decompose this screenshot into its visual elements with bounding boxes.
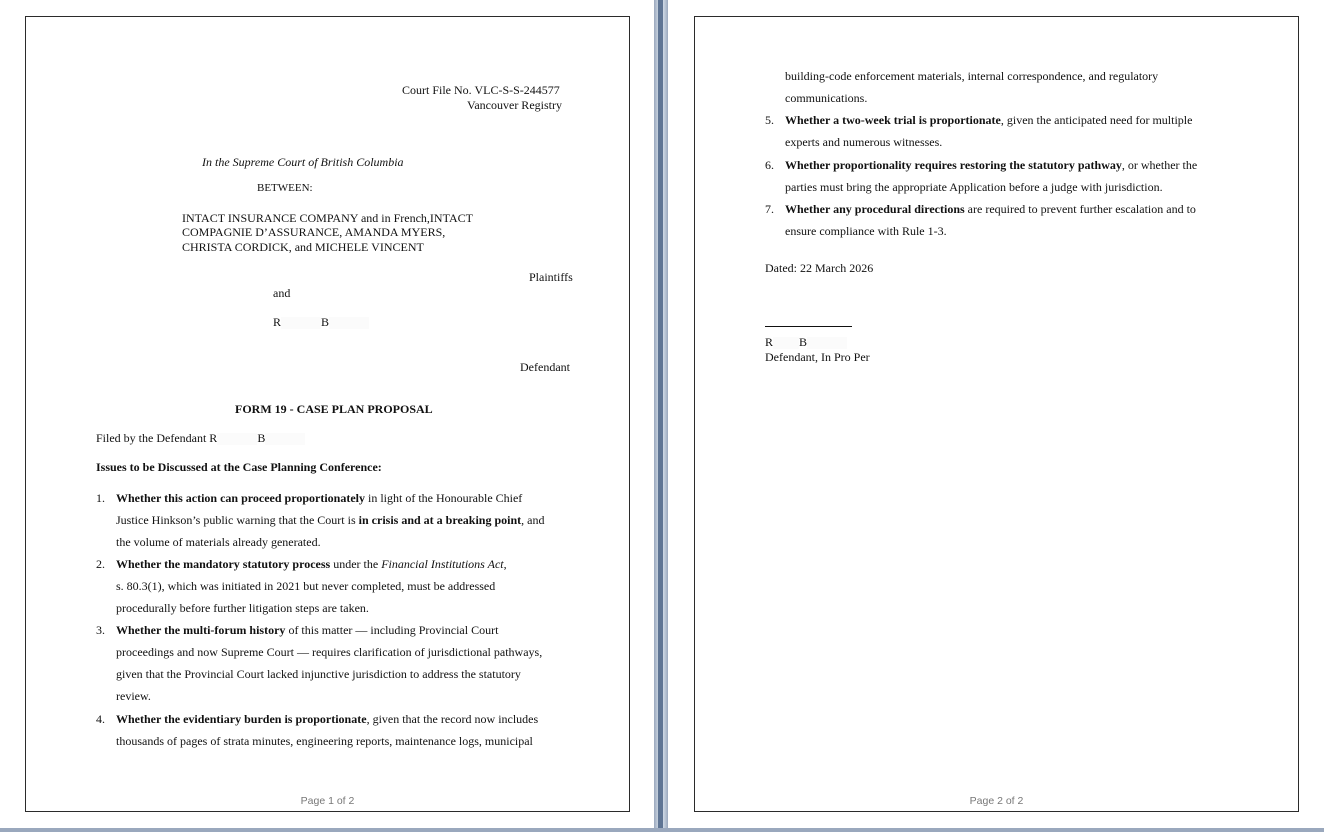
item-text: in light of the Honourable Chief [365, 491, 523, 505]
item-text: building-code enforcement materials, internal correspondence, and regulatory [785, 69, 1159, 83]
plaintiffs-line-3: CHRISTA CORDICK, and MICHELE VINCENT [182, 240, 424, 254]
item-bold-lead: Whether the multi-forum history [116, 623, 286, 637]
page-footer: Page 1 of 2 [300, 795, 355, 807]
item-body [785, 154, 1250, 198]
item-text: experts and numerous witnesses. [785, 135, 943, 149]
item-number: 3. [96, 623, 105, 637]
plaintiffs-line-1: INTACT INSURANCE COMPANY and in French,INTACT [182, 211, 473, 225]
item-number: 5. [765, 113, 774, 127]
court-file-number: Court File No. VLC-S-S-244577 [402, 83, 560, 97]
dated-line: Dated: 22 March 2026 [765, 261, 874, 275]
redaction-mark [773, 337, 799, 349]
item-body [116, 619, 581, 707]
and-label: and [273, 286, 291, 300]
item-body [116, 487, 581, 553]
defendant-initial-last: B [321, 315, 330, 329]
item-number: 7. [765, 202, 774, 216]
item-text: Justice Hinkson’s public warning that the Court is [116, 513, 359, 527]
item-bold-lead: Whether the mandatory statutory process [116, 557, 331, 571]
defendant-initial-first: R [273, 315, 282, 329]
redaction-mark [807, 337, 847, 349]
page-gap-divider [654, 0, 668, 832]
redaction-mark [217, 433, 257, 445]
item-text: parties must bring the appropriate Application before a judge with jurisdiction. [785, 180, 1163, 194]
item-text: given that the Provincial Court lacked injunctive jurisdiction to address the statutory [116, 667, 521, 681]
item-number: 1. [96, 491, 105, 505]
window-bottom-edge [0, 828, 1324, 832]
item-text: , and [521, 513, 545, 527]
filed-by-initial: B [257, 431, 266, 445]
defendant-label: Defendant [520, 360, 570, 374]
filed-by-text: Filed by the Defendant R [96, 431, 218, 445]
item-number: 2. [96, 557, 105, 571]
item-text: thousands of pages of strata minutes, engineering reports, maintenance logs, municipal [116, 734, 533, 748]
form-title: FORM 19 - CASE PLAN PROPOSAL [235, 402, 433, 416]
item-text: , [503, 557, 507, 571]
court-name: In the Supreme Court of British Columbia [202, 155, 404, 169]
item-bold-lead: Whether proportionality requires restoring the statutory pathway [785, 158, 1122, 172]
item-text: under the [330, 557, 382, 571]
issues-heading: Issues to be Discussed at the Case Planning Conference: [96, 460, 382, 474]
signatory-role: Defendant, In Pro Per [765, 350, 870, 364]
item-body [785, 65, 1250, 109]
item-number: 6. [765, 158, 774, 172]
page-footer: Page 2 of 2 [969, 795, 1024, 807]
signature-line [765, 326, 852, 327]
item-bold-lead: Whether the evidentiary burden is proportionate [116, 712, 367, 726]
redaction-mark [265, 433, 305, 445]
item-bold-lead: Whether this action can proceed proportionately [116, 491, 365, 505]
plaintiffs-line-2: COMPAGNIE D’ASSURANCE, AMANDA MYERS, [182, 225, 446, 239]
item-text: , given that the record now includes [366, 712, 539, 726]
signatory-initial-first: R [765, 335, 774, 349]
item-text: ensure compliance with Rule 1-3. [785, 224, 947, 238]
redaction-mark [329, 317, 369, 329]
item-text: the volume of materials already generated. [116, 535, 321, 549]
item-text: procedurally before further litigation steps are taken. [116, 601, 369, 615]
item-text: s. 80.3(1), which was initiated in 2021 but never completed, must be addressed [116, 579, 496, 593]
filed-by-line [96, 431, 305, 446]
plaintiffs-label: Plaintiffs [529, 270, 573, 284]
item-text: proceedings and now Supreme Court — requires clarification of jurisdictional pathways, [116, 645, 543, 659]
item-text: of this matter — including Provincial Court [285, 623, 499, 637]
item-text: , or whether the [1121, 158, 1198, 172]
statute-name: Financial Institutions Act [381, 557, 504, 571]
registry-name: Vancouver Registry [467, 98, 562, 112]
signatory-name [765, 335, 847, 350]
signatory-initial-last: B [799, 335, 808, 349]
item-text: review. [116, 689, 151, 703]
item-body [116, 553, 581, 619]
defendant-name [273, 315, 369, 330]
item-bold-lead: Whether a two-week trial is proportionate [785, 113, 1001, 127]
redaction-mark [281, 317, 321, 329]
item-body [785, 198, 1250, 242]
between-label: BETWEEN: [257, 182, 313, 194]
item-text: , given the anticipated need for multiple [1000, 113, 1193, 127]
item-number: 4. [96, 712, 105, 726]
item-body [785, 109, 1250, 153]
document-page-2 [694, 16, 1299, 812]
item-text: are required to prevent further escalation and to [964, 202, 1196, 216]
item-body [116, 708, 581, 752]
item-bold-lead: Whether any procedural directions [785, 202, 965, 216]
document-page-1 [25, 16, 630, 812]
item-bold-phrase: in crisis and at a breaking point [358, 513, 522, 527]
item-text: communications. [785, 91, 868, 105]
